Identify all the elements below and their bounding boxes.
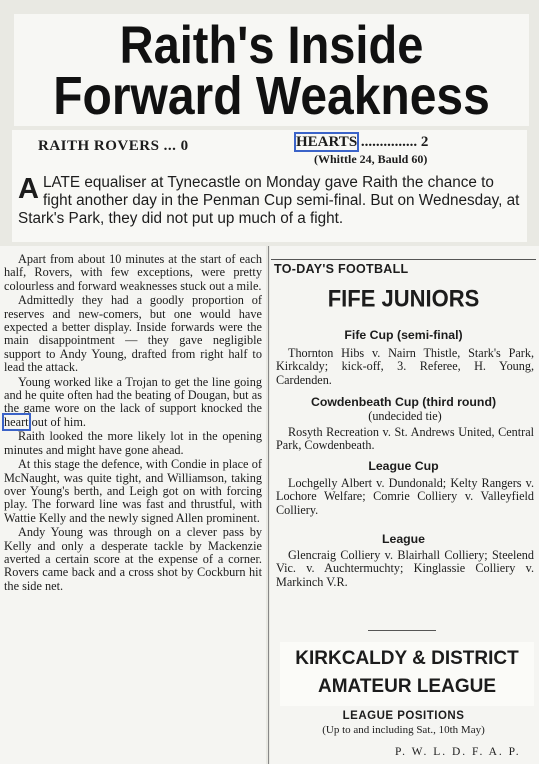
cowdenbeath-cup-fixture: Rosyth Recreation v. St. Andrews United, Central Park, Cowdenbeath. xyxy=(276,425,534,453)
headline-line-2: Forward Weakness xyxy=(53,66,490,127)
league-heading: League xyxy=(381,532,426,546)
kda-title xyxy=(280,645,534,701)
lede-text: LATE equaliser at Tynecastle on Monday gave Raith the chance to fight another day in the Penman Cup semi-final. But on Wednesday, at Stark's Park, they did not put up much of a fight. xyxy=(18,174,520,227)
headline-block xyxy=(14,14,529,126)
home-score: RAITH ROVERS ... 0 xyxy=(38,138,189,154)
cowdenbeath-cup-heading: Cowdenbeath Cup (third round) xyxy=(310,395,497,409)
away-score-value: ............... 2 xyxy=(357,134,429,150)
fife-cup-heading: Fife Cup (semi-final) xyxy=(344,328,463,342)
fife-cup-fixture: Thornton Hibs v. Nairn Thistle, Stark's Park, Kirkcaldy; kick-off, 3. Referee, H. Young, Cardenden. xyxy=(276,346,534,387)
fife-juniors-title: FIFE JUNIORS xyxy=(327,284,480,313)
search-highlight: HEARTS xyxy=(296,134,358,150)
article-text: out of him. xyxy=(28,414,86,429)
article-paragraph xyxy=(4,376,262,430)
article-paragraph: Apart from about 10 minutes at the start of each half, Rovers, with few exceptions, were pretty colourless and forward weaknesses stuck out a mile. xyxy=(4,252,262,293)
away-score xyxy=(296,134,428,151)
league-fixtures: Glencraig Colliery v. Blairhall Colliery; Steelend Vic. v. Auchtermuchty; Kinglassie Colliery v. Markinch V.R. xyxy=(276,548,534,589)
drop-cap: A xyxy=(18,173,39,205)
headline-line-1: Raith's Inside xyxy=(119,14,424,75)
kda-title-line-1: KIRKCALDY & DISTRICT xyxy=(295,648,519,669)
section-label: TO-DAY'S FOOTBALL xyxy=(274,262,409,276)
scorers: (Whittle 24, Bauld 60) xyxy=(314,152,428,166)
article-paragraph: Admittedly they had a goodly proportion of reserves and new-comers, but one would have expected a better display. Inside forwards were the main disappointment — they gave negligible support to Andy Young, drafted from right half to lead the attack. xyxy=(4,293,262,375)
section-rule xyxy=(368,630,436,631)
article-paragraph: Raith looked the more likely lot in the opening minutes and might have gone ahead. xyxy=(4,429,262,457)
lede-paragraph xyxy=(18,174,524,228)
league-positions-heading: LEAGUE POSITIONS xyxy=(342,710,465,722)
league-positions-date: (Up to and including Sat., 10th May) xyxy=(322,724,485,736)
league-table-header: P. W. L. D. F. A. P. xyxy=(395,746,521,758)
undecided-tie: (undecided tie) xyxy=(368,409,442,423)
kda-title-line-2: AMATEUR LEAGUE xyxy=(317,676,497,697)
article-paragraph: At this stage the defence, with Condie in place of McNaught, was quite tight, and Williamson, taking over Young's berth, and Leigh got on with forcing play. The forward line was fast and thrustful, with Wattie Kelly and the newly signed Allen prominent. xyxy=(4,457,262,525)
search-highlight: heart xyxy=(4,414,29,429)
league-cup-fixtures: Lochgelly Albert v. Dundonald; Kelty Rangers v. Lochore Welfare; Comrie Colliery v. Valleyfield Colliery. xyxy=(276,476,534,517)
column-divider xyxy=(268,246,269,764)
article-paragraph: Andy Young was through on a clever pass by Kelly and only a desperate tackle by Mackenzie averted a certain score at the expense of a corner. Rovers came back and a cross shot by Cockburn hit the side net. xyxy=(4,525,262,593)
league-cup-heading: League Cup xyxy=(368,459,439,473)
article-text: Young worked like a Trojan to get the line going and he quite often had the beating of Dougan, but as the game wore on the lack of support knocked the xyxy=(4,374,262,416)
article-body xyxy=(4,253,262,593)
